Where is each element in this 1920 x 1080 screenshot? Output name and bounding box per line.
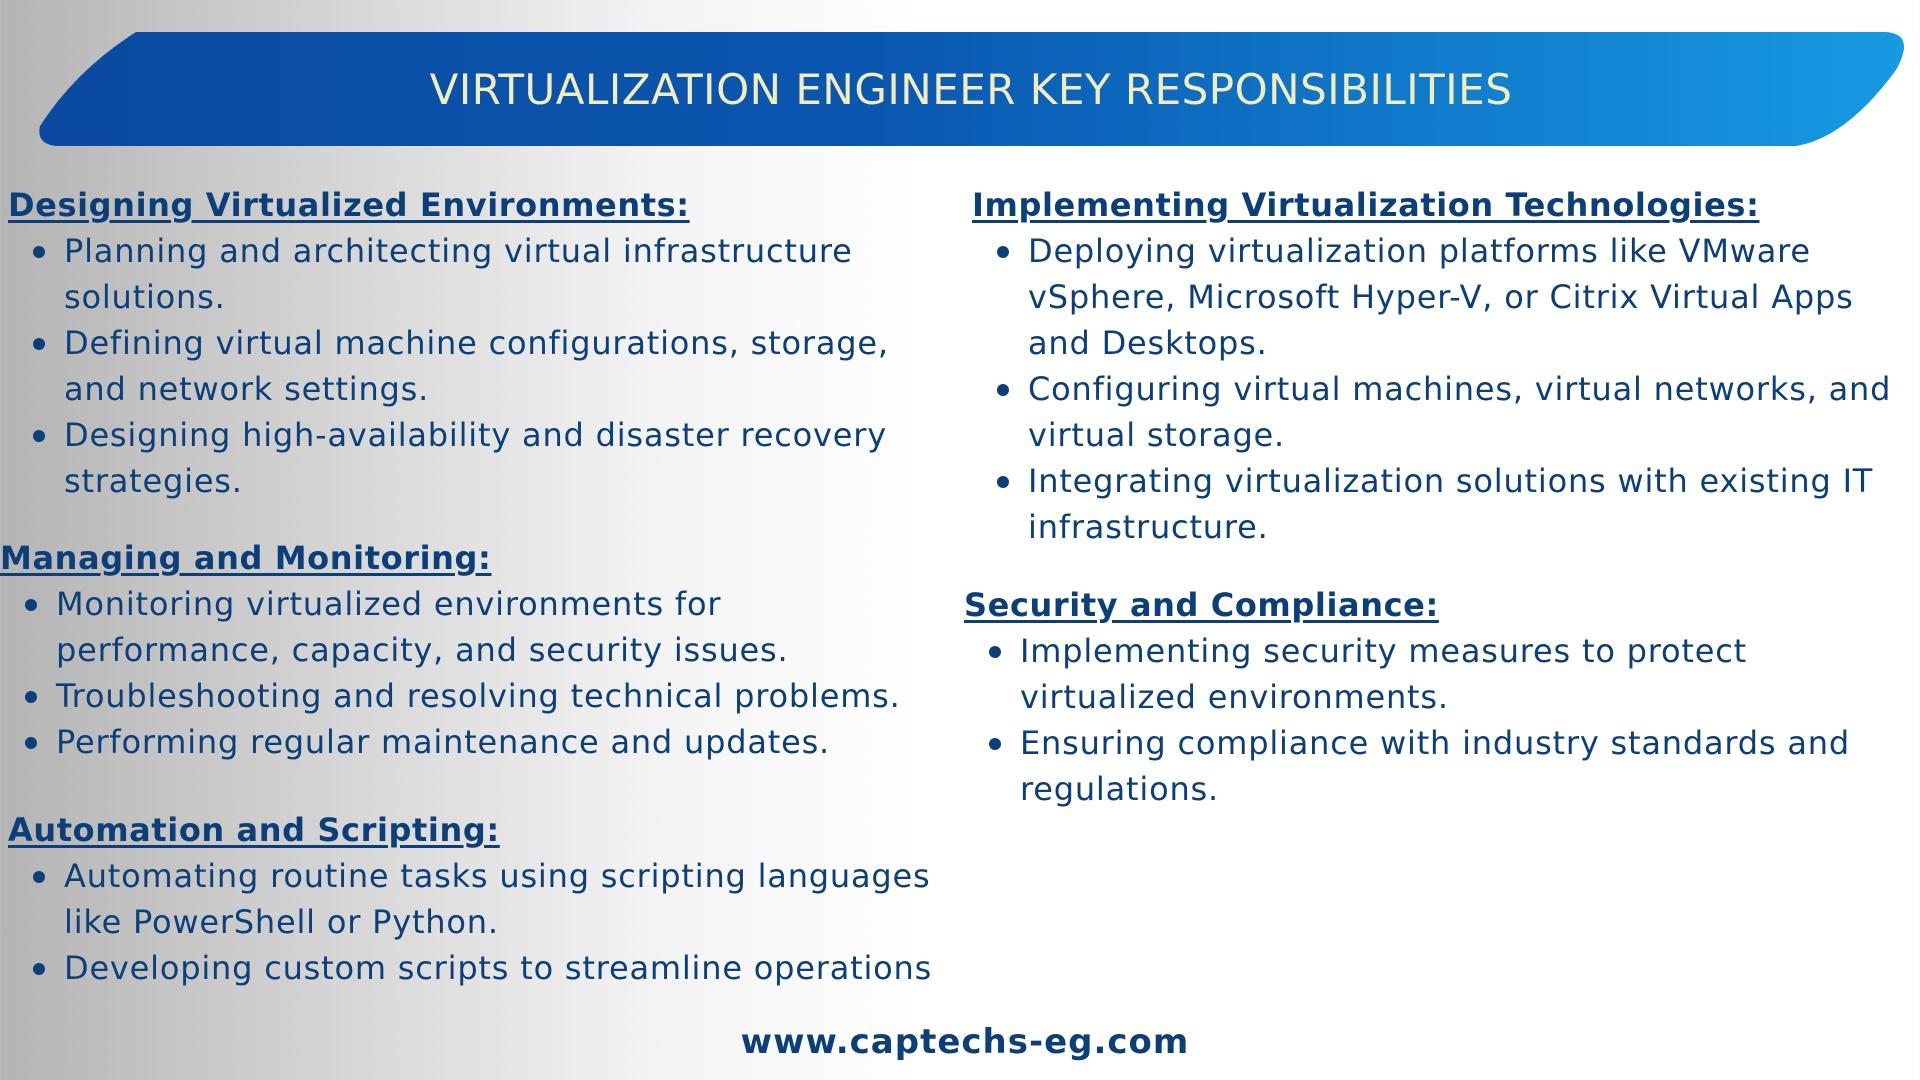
list-managing bbox=[0, 581, 950, 765]
list-item bbox=[8, 412, 948, 504]
page-title: VIRTUALIZATION ENGINEER KEY RESPONSIBILITIES bbox=[429, 64, 1513, 114]
bullet-icon bbox=[25, 599, 37, 611]
list-implementing bbox=[972, 228, 1907, 550]
list-designing bbox=[8, 228, 948, 504]
bullet-icon bbox=[33, 430, 45, 442]
list-item-text: Configuring virtual machines, virtual networks, and virtual storage. bbox=[1028, 370, 1892, 454]
list-item bbox=[964, 720, 1874, 812]
list-item bbox=[964, 628, 1874, 720]
list-item-text: Implementing security measures to protect virtualized environments. bbox=[1020, 632, 1748, 716]
list-item-text: Ensuring compliance with industry standards and regulations. bbox=[1020, 724, 1850, 808]
section-heading-security: Security and Compliance: bbox=[964, 586, 1439, 624]
bullet-icon bbox=[989, 738, 1001, 750]
bullet-icon bbox=[997, 476, 1009, 488]
list-item-text: Monitoring virtualized environments for performance, capacity, and security issues. bbox=[56, 585, 789, 669]
list-item-text: Troubleshooting and resolving technical problems. bbox=[56, 677, 901, 715]
list-item bbox=[0, 719, 950, 765]
list-item bbox=[972, 458, 1907, 550]
section-security bbox=[964, 582, 1874, 812]
list-security bbox=[964, 628, 1874, 812]
list-item-text: Designing high-availability and disaster recovery strategies. bbox=[64, 416, 887, 500]
list-item-text: Performing regular maintenance and updates. bbox=[56, 723, 831, 761]
bullet-icon bbox=[25, 737, 37, 749]
bullet-icon bbox=[25, 691, 37, 703]
bullet-icon bbox=[989, 646, 1001, 658]
bullet-icon bbox=[33, 963, 45, 975]
section-managing bbox=[0, 535, 950, 765]
list-item bbox=[972, 366, 1907, 458]
section-heading-managing: Managing and Monitoring: bbox=[0, 539, 492, 577]
list-item-text: Developing custom scripts to streamline operations bbox=[64, 949, 933, 987]
list-item bbox=[972, 228, 1907, 366]
list-item-text: Automating routine tasks using scripting languages like PowerShell or Python. bbox=[64, 857, 931, 941]
section-heading-automation: Automation and Scripting: bbox=[8, 811, 500, 849]
section-designing bbox=[8, 182, 948, 504]
section-heading-designing: Designing Virtualized Environments: bbox=[8, 186, 690, 224]
list-item bbox=[8, 228, 948, 320]
bullet-icon bbox=[997, 246, 1009, 258]
list-item bbox=[8, 320, 948, 412]
list-item-text: Planning and architecting virtual infrastructure solutions. bbox=[64, 232, 853, 316]
bullet-icon bbox=[33, 871, 45, 883]
title-banner bbox=[36, 30, 1906, 148]
bullet-icon bbox=[33, 246, 45, 258]
list-item-text: Defining virtual machine configurations, storage, and network settings. bbox=[64, 324, 889, 408]
bullet-icon bbox=[997, 384, 1009, 396]
list-automation bbox=[8, 853, 968, 991]
section-automation bbox=[8, 807, 968, 991]
list-item-text: Integrating virtualization solutions with existing IT infrastructure. bbox=[1028, 462, 1874, 546]
list-item bbox=[0, 581, 950, 673]
list-item bbox=[8, 945, 968, 991]
list-item bbox=[0, 673, 950, 719]
list-item-text: Deploying virtualization platforms like VMware vSphere, Microsoft Hyper-V, or Citrix Virtual Apps and Desktops. bbox=[1028, 232, 1854, 362]
list-item bbox=[8, 853, 968, 945]
website-url: www.captechs-eg.com bbox=[740, 1022, 1190, 1062]
section-heading-implementing: Implementing Virtualization Technologies: bbox=[972, 186, 1760, 224]
bullet-icon bbox=[33, 338, 45, 350]
section-implementing bbox=[972, 182, 1907, 550]
